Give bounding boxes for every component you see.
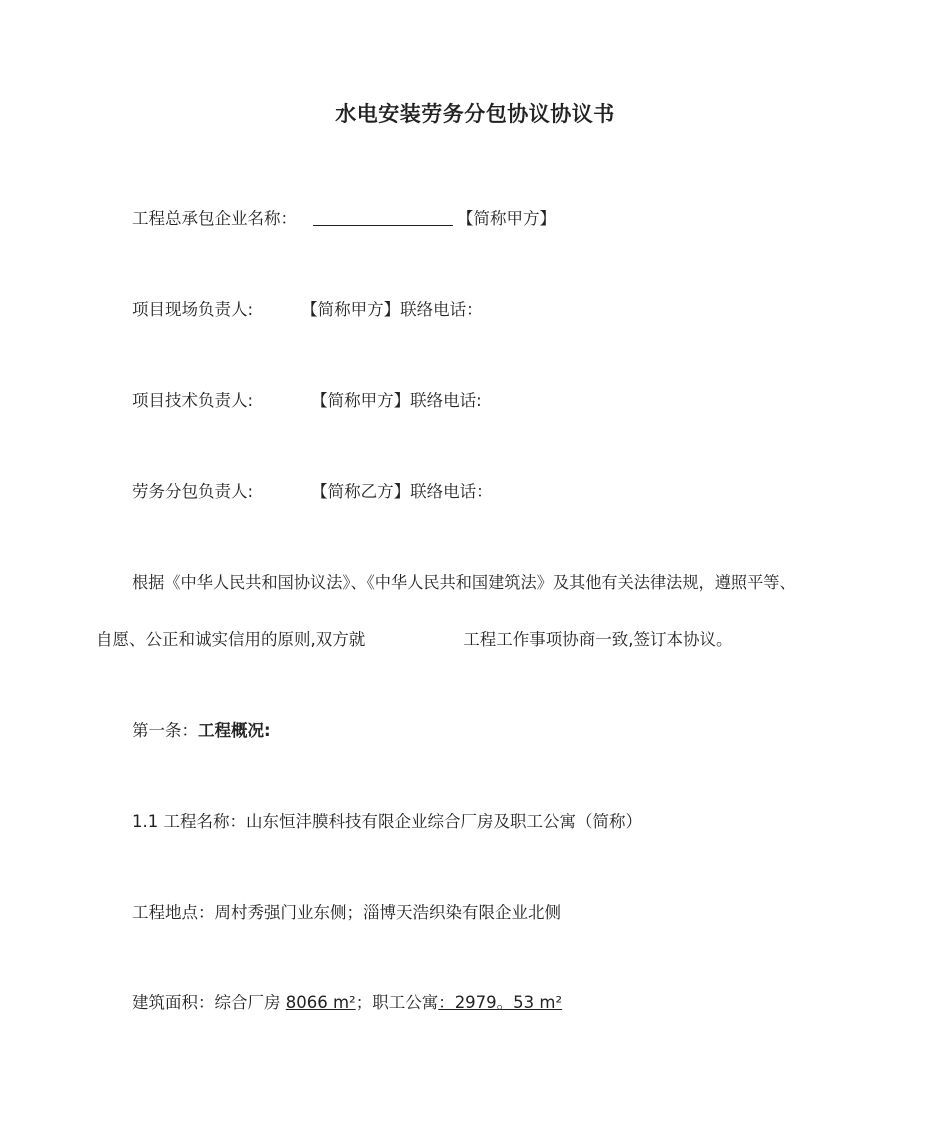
site-manager-line xyxy=(132,298,483,322)
area-dorm-value: ：2979。53 m² xyxy=(438,993,563,1012)
party-a-name-blank xyxy=(313,207,453,226)
labor-manager-label: 劳务分包负责人: xyxy=(132,482,254,501)
party-a-name-line xyxy=(132,207,556,231)
project-name-line: 1.1 工程名称：山东恒沣膜科技有限企业综合厂房及职工公寓（简称） xyxy=(132,812,642,831)
area-line xyxy=(132,991,562,1015)
intro-line-2-a: 自愿、公正和诚实信用的原则,双方就 xyxy=(96,630,366,649)
article-1-title: 工程概况: xyxy=(198,721,271,740)
party-a-name-label: 工程总承包企业名称： xyxy=(132,209,297,228)
party-a-abbr: 【简称甲方】 xyxy=(457,209,556,228)
article-1-prefix: 第一条： xyxy=(132,721,198,740)
labor-manager-abbr: 【简称乙方】联络电话： xyxy=(311,482,493,501)
site-manager-label: 项目现场负责人: xyxy=(132,300,254,319)
project-location-line: 工程地点：周村秀强门业东侧；淄博天浩织染有限企业北侧 xyxy=(132,903,561,922)
document-title: 水电安装劳务分包协议协议书 xyxy=(335,102,615,126)
tech-manager-label: 项目技术负责人: xyxy=(132,391,254,410)
tech-manager-abbr: 【简称甲方】联络电话: xyxy=(311,391,482,410)
intro-line-1: 根据《中华人民共和国协议法》、《中华人民共和国建筑法》及其他有关法律法规，遵照平等、 xyxy=(132,573,796,592)
labor-manager-line xyxy=(132,480,493,504)
intro-line-2 xyxy=(96,628,733,652)
area-label: 建筑面积：综合厂房 xyxy=(132,993,286,1012)
site-manager-abbr: 【简称甲方】联络电话： xyxy=(301,300,483,319)
article-1-heading xyxy=(132,719,271,743)
tech-manager-line xyxy=(132,389,482,413)
intro-line-2-b: 工程工作事项协商一致,签订本协议。 xyxy=(463,630,733,649)
area-separator: ；职工公寓 xyxy=(355,993,439,1012)
area-factory-value: 8066 m² xyxy=(285,993,356,1012)
